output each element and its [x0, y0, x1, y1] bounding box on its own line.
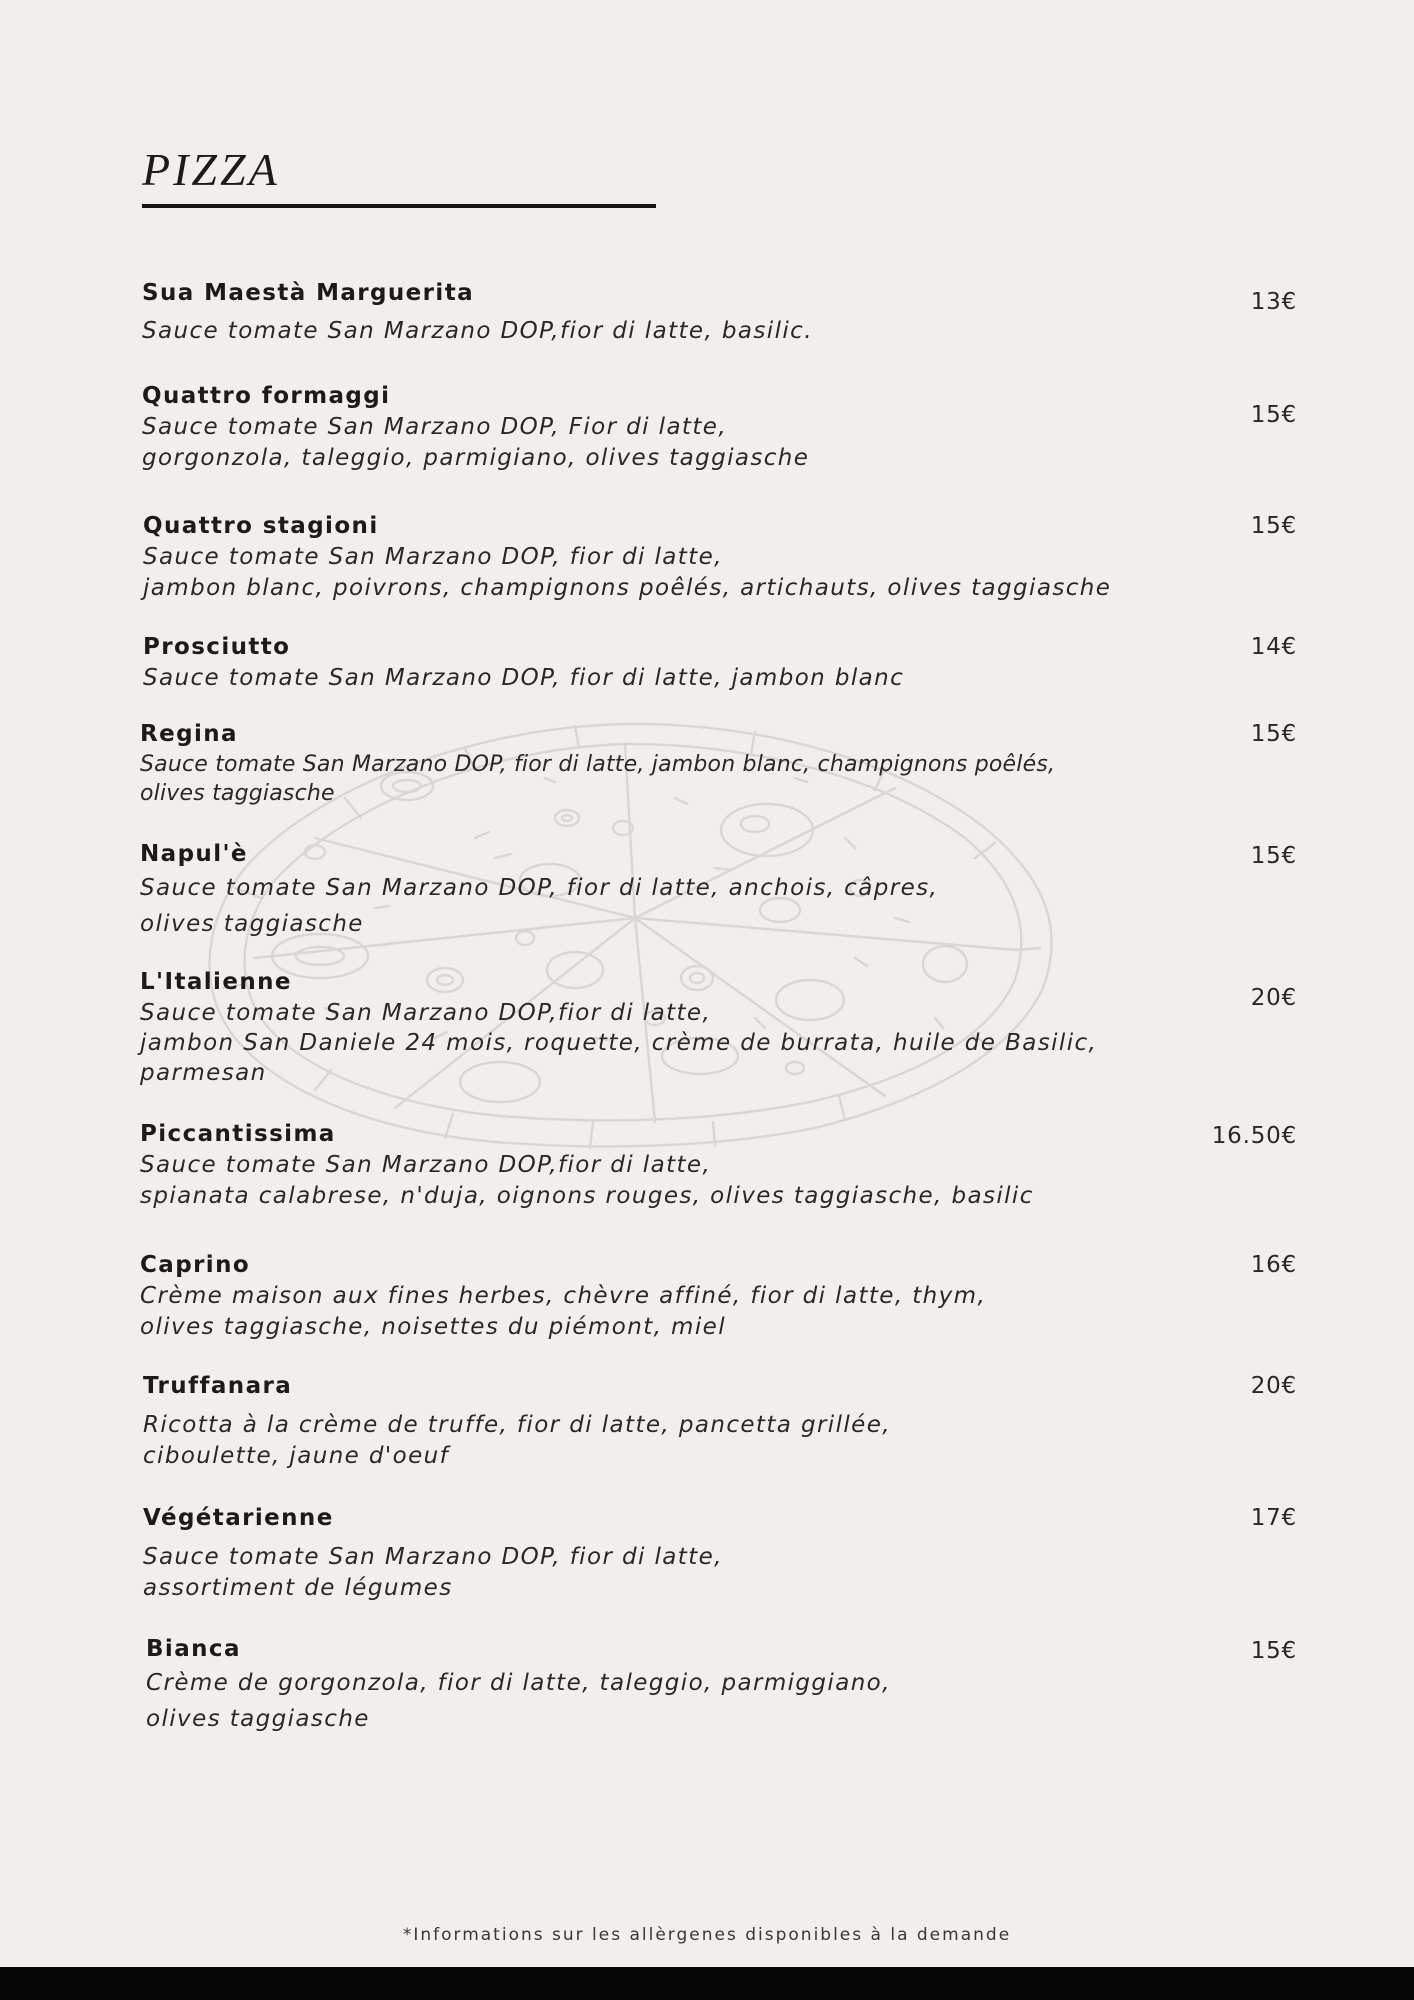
item-price: 15€: [1250, 843, 1297, 869]
item-description: Sauce tomate San Marzano DOP, Fior di latte, gorgonzola, taleggio, parmigiano, olives taggiasche: [142, 414, 810, 471]
item-name: Prosciutto: [143, 634, 291, 660]
item-price: 15€: [1250, 513, 1297, 539]
menu-title: PIZZA: [142, 144, 280, 195]
item-name: Regina: [140, 721, 238, 747]
item-name: Piccantissima: [140, 1121, 336, 1147]
item-description: Sauce tomate San Marzano DOP,fior di latte, spianata calabrese, n'duja, oignons rouges, olives taggiasche, basilic: [140, 1152, 1034, 1209]
item-price: 17€: [1250, 1505, 1297, 1531]
item-description: Sauce tomate San Marzano DOP, fior di latte, jambon blanc, poivrons, champignons poêlés, artichauts, olives taggiasche: [143, 544, 1112, 601]
item-name: Bianca: [146, 1636, 241, 1662]
item-price: 15€: [1250, 402, 1297, 428]
item-description: Sauce tomate San Marzano DOP, fior di latte, anchois, câpres, olives taggiasche: [140, 875, 939, 937]
item-price: 13€: [1250, 289, 1297, 315]
allergen-footnote: *Informations sur les allèrgenes disponibles à la demande: [402, 1925, 1012, 1945]
item-name: Caprino: [140, 1252, 251, 1278]
item-price: 20€: [1250, 1373, 1297, 1399]
item-description: Sauce tomate San Marzano DOP,fior di latte, jambon San Daniele 24 mois, roquette, crème de burrata, huile de Basilic, parmesan: [140, 1000, 1098, 1086]
item-description: Ricotta à la crème de truffe, fior di latte, pancetta grillée, ciboulette, jaune d'oeuf: [143, 1412, 891, 1469]
item-name: L'Italienne: [140, 969, 292, 995]
item-name: Quattro formaggi: [142, 383, 391, 409]
item-description: Crème maison aux fines herbes, chèvre affiné, fior di latte, thym, olives taggiasche, noisettes du piémont, miel: [140, 1283, 987, 1340]
title-underline: [142, 204, 656, 208]
item-price: 20€: [1250, 985, 1297, 1011]
item-price: 16€: [1250, 1252, 1297, 1278]
item-description: Sauce tomate San Marzano DOP, fior di latte, jambon blanc: [143, 665, 905, 691]
item-description: Sauce tomate San Marzano DOP, fior di latte, jambon blanc, champignons poêlés, olives taggiasche: [140, 752, 1056, 806]
bottom-bar: [0, 1967, 1414, 2000]
item-description: Sauce tomate San Marzano DOP,fior di latte, basilic.: [142, 318, 813, 344]
item-name: Truffanara: [143, 1373, 293, 1399]
item-description: Sauce tomate San Marzano DOP, fior di latte, assortiment de légumes: [143, 1544, 723, 1601]
item-price: 15€: [1250, 1638, 1297, 1664]
item-price: 16.50€: [1211, 1123, 1297, 1149]
item-price: 14€: [1250, 634, 1297, 660]
item-name: Quattro stagioni: [143, 513, 379, 539]
item-name: Végétarienne: [143, 1505, 334, 1531]
item-price: 15€: [1250, 721, 1297, 747]
item-name: Sua Maestà Marguerita: [142, 280, 475, 306]
item-name: Napul'è: [140, 841, 248, 867]
item-description: Crème de gorgonzola, fior di latte, taleggio, parmiggiano, olives taggiasche: [146, 1670, 891, 1732]
